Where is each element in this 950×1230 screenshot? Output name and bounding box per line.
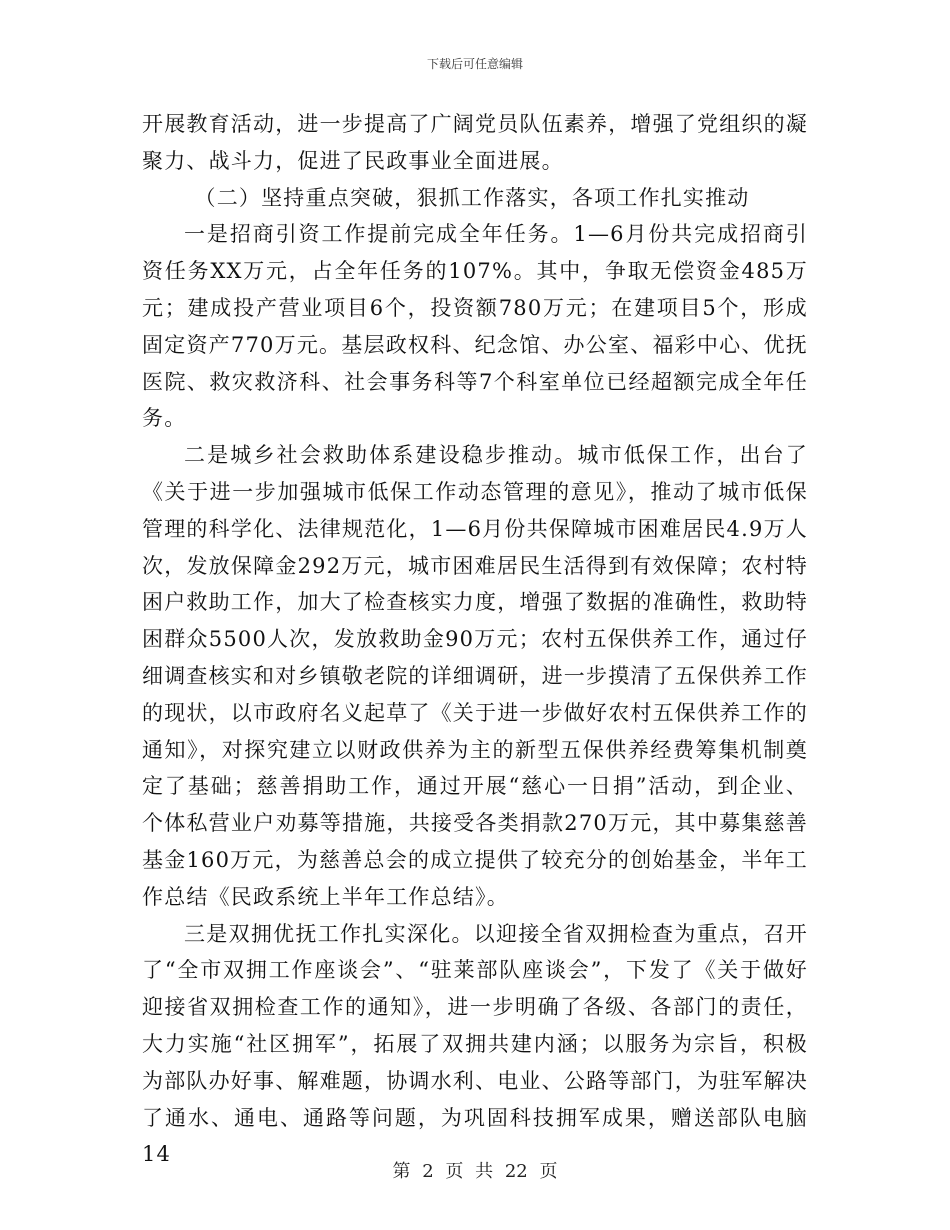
page-header: 下载后可任意编辑 [426, 57, 523, 71]
paragraph-continued: 开展教育活动，进一步提高了广阔党员队伍素养，增强了党组织的凝聚力、战斗力，促进了民政事业全面进展。 [142, 112, 808, 173]
paragraph-social-assistance: 二是城乡社会救助体系建设稳步推动。城市低保工作，出台了《关于进一步加强城市低保工作动态管理的意见》，推动了城市低保管理的科学化、法律规范化，1—6月份共保障城市困难居民4.9万人次，发放保障金292万元，城市困难居民生活得到有效保障；农村特困户救助工作，加大了检查核实力度，增强了数据的准确性，救助特困群众5500人次，发放救助金90万元；农村五保供养工作，通过仔细调查核实和对乡镇敬老院的详细调研，进一步摸清了五保供养工作的现状，以市政府名义起草了《关于进一步做好农村五保供养工作的通知》，对探究建立以财政供养为主的新型五保供养经费筹集机制奠定了基础；慈善捐助工作，通过开展“慈心一日捐”活动，到企业、个体私营业户劝募等措施，共接受各类捐款270万元，其中募集慈善基金160万元，为慈善总会的成立提供了较充分的创始基金，半年工作总结《民政系统上半年工作总结》。 [142, 443, 808, 909]
paragraph-investment: 一是招商引资工作提前完成全年任务。1—6月份共完成招商引资任务XX万元，占全年任务的107%。其中，争取无偿资金485万元；建成投产营业项目6个，投资额780万元；在建项目5个，形成固定资产770万元。基层政权科、纪念馆、办公室、福彩中心、优抚医院、救灾救济科、社会事务科等7个科室单位已经超额完成全年任务。 [142, 222, 808, 431]
section-heading: （二）坚持重点突破，狠抓工作落实，各项工作扎实推动 [194, 185, 750, 210]
page-footer: 第 2 页 共 22 页 [392, 1161, 558, 1182]
paragraph-military-support: 三是双拥优抚工作扎实深化。以迎接全省双拥检查为重点，召开了“全市双拥工作座谈会”、“驻莱部队座谈会”，下发了《关于做好迎接省双拥检查工作的通知》，进一步明确了各级、各部门的责任，大力实施“社区拥军”，拓展了双拥共建内涵；以服务为宗旨，积极为部队办好事、解难题，协调水利、电业、公路等部门，为驻军解决了通水、通电、通路等问题，为巩固科技拥军成果，赠送部队电脑14 [142, 921, 808, 1167]
document-body [142, 106, 808, 1173]
